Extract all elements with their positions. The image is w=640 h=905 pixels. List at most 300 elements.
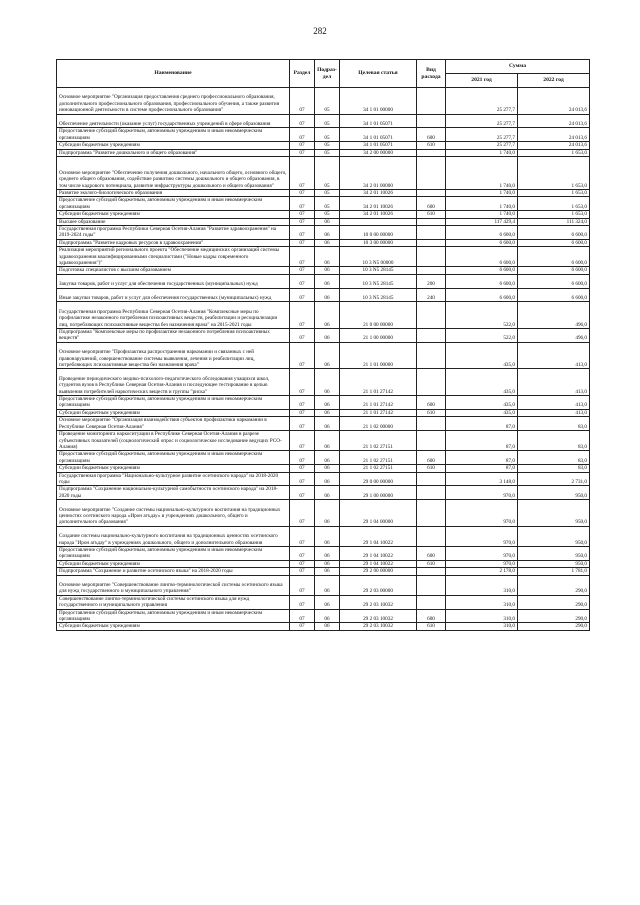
row-section-cell: 07 — [290, 190, 315, 197]
row-subsection-cell: 06 — [315, 267, 340, 274]
row-2022-cell: 83,0 — [518, 417, 590, 431]
row-2021-cell: 6 600,0 — [446, 247, 518, 267]
row-2021-cell: 87,0 — [446, 451, 518, 465]
row-expense-cell: 610 — [417, 465, 446, 472]
row-name-cell: Создание системы национально-культурного воспитания на традиционных ценностях осетинского народа "Ирон агъдау" в учреждениях дошкольного, общего и дополнительного образования — [57, 526, 290, 546]
row-section-cell: 07 — [290, 451, 315, 465]
row-subsection-cell: 05 — [315, 149, 340, 156]
row-section-cell: 07 — [290, 417, 315, 431]
row-2021-cell: 117 429,4 — [446, 218, 518, 225]
row-target-cell: 29 1 04 00000 — [340, 500, 417, 527]
row-section-cell: 07 — [290, 465, 315, 472]
row-2022-cell: 290,0 — [518, 623, 590, 630]
row-name-cell: Высшее образование — [57, 218, 290, 225]
header-sum: Сумма — [446, 60, 590, 74]
row-name-cell: Основное мероприятие "Организация взаимодействия субъектов профилактики наркомании в Республике Северная Осетия-Алания" — [57, 417, 290, 431]
row-2021-cell: 310,0 — [446, 609, 518, 623]
row-section-cell: 07 — [290, 247, 315, 267]
row-expense-cell — [417, 329, 446, 343]
row-target-cell: 29 2 03 00000 — [340, 575, 417, 595]
row-expense-cell — [417, 149, 446, 156]
row-target-cell: 21 0 00 00000 — [340, 302, 417, 329]
row-2022-cell: 1 653,0 — [518, 190, 590, 197]
row-subsection-cell: 06 — [315, 431, 340, 451]
row-target-cell: 29 2 03 10032 — [340, 609, 417, 623]
row-target-cell: 29 2 00 00000 — [340, 568, 417, 575]
table-row — [57, 190, 590, 197]
row-expense-cell — [417, 486, 446, 500]
table-row — [57, 623, 590, 630]
table-row — [57, 128, 590, 142]
row-2022-cell: 496,0 — [518, 302, 590, 329]
header-name: Наименование — [57, 60, 290, 88]
row-expense-cell — [417, 218, 446, 225]
row-section-cell: 07 — [290, 342, 315, 369]
row-subsection-cell: 06 — [315, 409, 340, 416]
row-2021-cell: 6 600,0 — [446, 274, 518, 288]
row-2021-cell: 6 600,0 — [446, 239, 518, 246]
row-2021-cell: 87,0 — [446, 417, 518, 431]
row-name-cell: Предоставление субсидий бюджетным, автономным учреждениям и иным некоммерческим организациям — [57, 197, 290, 211]
table-row — [57, 568, 590, 575]
row-subsection-cell: 06 — [315, 560, 340, 567]
row-subsection-cell: 06 — [315, 526, 340, 546]
row-section-cell: 07 — [290, 302, 315, 329]
table-row — [57, 369, 590, 396]
row-2022-cell: 1 653,0 — [518, 211, 590, 218]
row-2021-cell: 970,0 — [446, 560, 518, 567]
row-name-cell: Подпрограмма "Развитие дошкольного и общего образования" — [57, 149, 290, 156]
row-name-cell: Реализация мероприятий регионального проекта "Обеспечение медицинских организаций системы здравоохранения квалифицированными специалистами ("Новые кадры современного здравоохранения")" — [57, 247, 290, 267]
row-expense-cell: 200 — [417, 274, 446, 288]
row-expense-cell — [417, 431, 446, 451]
row-2021-cell: 1 740,0 — [446, 197, 518, 211]
table-row — [57, 88, 590, 115]
header-year-2022: 2022 год — [518, 74, 590, 88]
row-subsection-cell: 06 — [315, 609, 340, 623]
table-row — [57, 486, 590, 500]
row-2022-cell: 111 324,0 — [518, 218, 590, 225]
row-subsection-cell: 06 — [315, 417, 340, 431]
row-subsection-cell: 06 — [315, 239, 340, 246]
row-target-cell: 34 2 01 00000 — [340, 157, 417, 190]
row-target-cell: 21 1 00 00000 — [340, 329, 417, 343]
row-section-cell: 07 — [290, 329, 315, 343]
row-subsection-cell: 05 — [315, 114, 340, 128]
table-row — [57, 500, 590, 527]
row-expense-cell — [417, 575, 446, 595]
row-section-cell: 07 — [290, 595, 315, 609]
header-target: Целевая статья — [340, 60, 417, 88]
table-row — [57, 142, 590, 149]
row-name-cell: Иные закупки товаров, работ и услуг для обеспечения государственных (муниципальных) нужд — [57, 288, 290, 302]
row-target-cell: 34 1 01 00000 — [340, 88, 417, 115]
budget-table — [56, 59, 590, 631]
row-2022-cell: 413,0 — [518, 342, 590, 369]
row-2021-cell: 522,0 — [446, 302, 518, 329]
row-section-cell: 07 — [290, 472, 315, 486]
row-target-cell: 21 1 01 27142 — [340, 369, 417, 396]
row-2022-cell: 950,0 — [518, 560, 590, 567]
row-name-cell: Подпрограмма "Комплексные меры по профилактике незаконного потребления психоактивных веществ" — [57, 329, 290, 343]
row-name-cell: Подпрограмма "Сохранение национально-культурной самобытности осетинского народа" на 2018-2020 годы — [57, 486, 290, 500]
row-2021-cell: 310,0 — [446, 623, 518, 630]
row-subsection-cell: 06 — [315, 568, 340, 575]
table-row — [57, 465, 590, 472]
row-name-cell: Подпрограмма "Сохранение и развитие осетинского языка" на 2018-2020 годы — [57, 568, 290, 575]
row-name-cell: Основное мероприятие "Создание системы национально-культурного воспитания на традиционных ценностях осетинского народа «Ирон агъдау» в учреждениях дошкольного, общего и дополнительного образования" — [57, 500, 290, 527]
row-expense-cell: 610 — [417, 142, 446, 149]
row-subsection-cell: 05 — [315, 142, 340, 149]
row-section-cell: 07 — [290, 396, 315, 410]
table-row — [57, 288, 590, 302]
row-subsection-cell: 06 — [315, 329, 340, 343]
row-name-cell: Субсидии бюджетным учреждениям — [57, 409, 290, 416]
row-subsection-cell: 06 — [315, 218, 340, 225]
row-target-cell: 34 2 01 10026 — [340, 211, 417, 218]
row-expense-cell — [417, 267, 446, 274]
row-2021-cell: 310,0 — [446, 575, 518, 595]
row-target-cell: 10 3 N5 28145 — [340, 267, 417, 274]
row-2022-cell: 290,0 — [518, 575, 590, 595]
header-year-2021: 2021 год — [446, 74, 518, 88]
table-row — [57, 157, 590, 190]
row-name-cell: Предоставление субсидий бюджетным, автономным учреждениям и иным некоммерческим организациям — [57, 396, 290, 410]
row-2022-cell: 83,0 — [518, 465, 590, 472]
row-name-cell: Закупка товаров, работ и услуг для обеспечения государственных (муниципальных) нужд — [57, 274, 290, 288]
row-target-cell: 10 3 00 00000 — [340, 239, 417, 246]
table-row — [57, 329, 590, 343]
table-row — [57, 197, 590, 211]
table-row — [57, 149, 590, 156]
table-row — [57, 560, 590, 567]
table-row — [57, 575, 590, 595]
row-2021-cell: 25 277,7 — [446, 128, 518, 142]
row-2021-cell: 87,0 — [446, 431, 518, 451]
row-subsection-cell: 05 — [315, 128, 340, 142]
row-name-cell: Основное мероприятие "Совершенствование лингво-терминологической системы осетинского языка для нужд государственного и муниципального управления" — [57, 575, 290, 595]
row-expense-cell: 600 — [417, 128, 446, 142]
row-target-cell: 21 1 02 27151 — [340, 431, 417, 451]
row-name-cell: Государственная программа "Национально-культурное развитие осетинского народа" на 2018-2020 годы — [57, 472, 290, 486]
row-expense-cell — [417, 157, 446, 190]
row-2022-cell: 413,0 — [518, 396, 590, 410]
row-section-cell: 07 — [290, 609, 315, 623]
row-name-cell: Совершенствование лингво-терминологической системы осетинского языка для нужд государственного и муниципального управления — [57, 595, 290, 609]
row-subsection-cell: 06 — [315, 472, 340, 486]
row-target-cell: 10 0 00 00000 — [340, 226, 417, 240]
table-row — [57, 431, 590, 451]
table-row — [57, 302, 590, 329]
row-expense-cell: 600 — [417, 451, 446, 465]
row-subsection-cell: 05 — [315, 88, 340, 115]
row-expense-cell — [417, 526, 446, 546]
row-2022-cell: 24 013,6 — [518, 128, 590, 142]
row-expense-cell: 600 — [417, 396, 446, 410]
row-target-cell: 21 1 02 00000 — [340, 417, 417, 431]
row-expense-cell — [417, 500, 446, 527]
row-target-cell: 29 0 00 00000 — [340, 472, 417, 486]
row-2022-cell: 1 653,0 — [518, 149, 590, 156]
row-target-cell: 34 1 01 05071 — [340, 114, 417, 128]
row-subsection-cell: 06 — [315, 595, 340, 609]
row-name-cell: Основное мероприятие "Организация предоставления среднего профессионального образования, дополнительного профессионального образования, профессионального обучения, а также развития инновационной деятельности в системе профессионального образования" — [57, 88, 290, 115]
row-2021-cell: 2 178,0 — [446, 568, 518, 575]
header-subsection: Подраз- дел — [315, 60, 340, 88]
row-name-cell: Основное мероприятие "Обеспечение получения дошкольного, начального общего, основного общего, среднего общего образования, содействие развитию системы дошкольного и общего образования, в том числе кадрового потенциала, развитие инфраструктуры дошкольного и общего образования" — [57, 157, 290, 190]
row-target-cell: 29 1 04 10022 — [340, 546, 417, 560]
row-name-cell: Проведение мониторинга наркоситуации в Республике Северная Осетия-Алания в разрезе субъективных показателей (социологический опрос и социологическое исследование ведущих РСО-Алания) — [57, 431, 290, 451]
header-expense: Вид расхода — [417, 60, 446, 88]
table-row — [57, 546, 590, 560]
table-row — [57, 396, 590, 410]
row-2021-cell: 522,0 — [446, 329, 518, 343]
row-section-cell: 07 — [290, 369, 315, 396]
table-row — [57, 114, 590, 128]
row-section-cell: 07 — [290, 288, 315, 302]
row-2021-cell: 6 600,0 — [446, 267, 518, 274]
page-number: 282 — [313, 26, 327, 36]
row-2021-cell: 25 277,7 — [446, 114, 518, 128]
row-name-cell: Субсидии бюджетным учреждениям — [57, 211, 290, 218]
row-2021-cell: 310,0 — [446, 595, 518, 609]
row-section-cell: 07 — [290, 157, 315, 190]
row-expense-cell: 600 — [417, 546, 446, 560]
row-2022-cell: 950,0 — [518, 546, 590, 560]
row-section-cell: 07 — [290, 560, 315, 567]
row-name-cell: Субсидии бюджетным учреждениям — [57, 142, 290, 149]
row-expense-cell: 240 — [417, 288, 446, 302]
row-subsection-cell: 05 — [315, 157, 340, 190]
row-name-cell: Предоставление субсидий бюджетным, автономным учреждениям и иным некоммерческим организациям — [57, 451, 290, 465]
row-2021-cell: 970,0 — [446, 500, 518, 527]
row-section-cell: 07 — [290, 88, 315, 115]
row-2022-cell: 413,0 — [518, 409, 590, 416]
row-2022-cell: 6 600,0 — [518, 239, 590, 246]
row-name-cell: Предоставление субсидий бюджетным, автономным учреждениям и иным некоммерческим организациям — [57, 546, 290, 560]
row-2021-cell: 87,0 — [446, 465, 518, 472]
row-2022-cell: 413,0 — [518, 369, 590, 396]
row-name-cell: Предоставление субсидий бюджетным, автономным учреждениям и иным некоммерческим организациям — [57, 128, 290, 142]
row-2021-cell: 970,0 — [446, 526, 518, 546]
row-2022-cell: 6 600,0 — [518, 267, 590, 274]
row-subsection-cell: 06 — [315, 623, 340, 630]
table-row — [57, 218, 590, 225]
row-subsection-cell: 06 — [315, 274, 340, 288]
row-2022-cell: 950,0 — [518, 486, 590, 500]
row-section-cell: 07 — [290, 575, 315, 595]
row-section-cell: 07 — [290, 142, 315, 149]
row-expense-cell — [417, 369, 446, 396]
row-subsection-cell: 06 — [315, 226, 340, 240]
header-section: Раздел — [290, 60, 315, 88]
row-section-cell: 07 — [290, 197, 315, 211]
row-section-cell: 07 — [290, 546, 315, 560]
row-section-cell: 07 — [290, 226, 315, 240]
row-section-cell: 07 — [290, 409, 315, 416]
row-expense-cell — [417, 114, 446, 128]
row-section-cell: 07 — [290, 623, 315, 630]
table-row — [57, 595, 590, 609]
row-expense-cell — [417, 190, 446, 197]
row-2022-cell: 950,0 — [518, 526, 590, 546]
row-target-cell: 21 1 01 27142 — [340, 396, 417, 410]
row-subsection-cell: 06 — [315, 465, 340, 472]
row-subsection-cell: 05 — [315, 197, 340, 211]
row-subsection-cell: 06 — [315, 575, 340, 595]
row-2021-cell: 1 740,0 — [446, 157, 518, 190]
table-row — [57, 274, 590, 288]
table-row — [57, 526, 590, 546]
row-subsection-cell: 05 — [315, 190, 340, 197]
row-2021-cell: 1 740,0 — [446, 149, 518, 156]
row-target-cell: 29 2 03 10032 — [340, 623, 417, 630]
row-2021-cell: 1 740,0 — [446, 211, 518, 218]
row-name-cell: Предоставление субсидий бюджетным, автономным учреждениям и иным некоммерческим организациям — [57, 609, 290, 623]
row-target-cell: 29 1 04 10022 — [340, 560, 417, 567]
row-2022-cell: 24 013,6 — [518, 142, 590, 149]
row-2021-cell: 6 600,0 — [446, 288, 518, 302]
row-name-cell: Государственная программа Республики Северная Осетия-Алания "Комплексные меры по профилактике незаконного потребления психоактивных веществ, реабилитации и ресоциализации лиц, потребляющих психоактивные вещества без назначения врача" на 2015-2021 годы — [57, 302, 290, 329]
row-expense-cell: 610 — [417, 409, 446, 416]
row-target-cell: 21 1 02 27151 — [340, 451, 417, 465]
table-row — [57, 451, 590, 465]
row-2021-cell: 25 277,7 — [446, 142, 518, 149]
table-row — [57, 267, 590, 274]
row-section-cell: 07 — [290, 431, 315, 451]
row-section-cell: 07 — [290, 114, 315, 128]
row-2022-cell: 2 731,0 — [518, 472, 590, 486]
row-expense-cell — [417, 226, 446, 240]
row-subsection-cell: 06 — [315, 546, 340, 560]
row-2022-cell: 6 600,0 — [518, 288, 590, 302]
row-2022-cell: 24 013,6 — [518, 114, 590, 128]
row-expense-cell — [417, 417, 446, 431]
row-target-cell: 10 3 N5 28145 — [340, 274, 417, 288]
row-section-cell: 07 — [290, 568, 315, 575]
row-target-cell: 29 1 00 00000 — [340, 486, 417, 500]
row-section-cell: 07 — [290, 486, 315, 500]
row-expense-cell — [417, 88, 446, 115]
row-2022-cell: 83,0 — [518, 431, 590, 451]
row-2022-cell: 1 653,0 — [518, 197, 590, 211]
row-name-cell: Подпрограмма "Развитие кадровых ресурсов в здравоохранении" — [57, 239, 290, 246]
row-expense-cell: 610 — [417, 623, 446, 630]
row-section-cell: 07 — [290, 239, 315, 246]
table-row — [57, 409, 590, 416]
row-target-cell: 34 2 01 10026 — [340, 190, 417, 197]
row-target-cell: 21 1 01 27142 — [340, 409, 417, 416]
table-row — [57, 239, 590, 246]
row-target-cell: 21 1 01 00000 — [340, 342, 417, 369]
row-expense-cell: 610 — [417, 560, 446, 567]
row-name-cell: Обеспечение деятельности (оказание услуг) государственных учреждений в сфере образования — [57, 114, 290, 128]
row-name-cell: Государственная программа Республики Северная Осетия-Алания "Развитие здравоохранения" на 2019-2024 годы" — [57, 226, 290, 240]
row-2021-cell: 435,0 — [446, 342, 518, 369]
row-2021-cell: 435,0 — [446, 369, 518, 396]
row-target-cell: 34 1 01 05071 — [340, 142, 417, 149]
row-target-cell: 21 1 02 27151 — [340, 465, 417, 472]
row-section-cell: 07 — [290, 149, 315, 156]
table-row — [57, 247, 590, 267]
row-2022-cell: 83,0 — [518, 451, 590, 465]
row-subsection-cell: 06 — [315, 247, 340, 267]
row-name-cell: Субсидии бюджетным учреждениям — [57, 465, 290, 472]
row-target-cell: 34 2 01 10026 — [340, 197, 417, 211]
row-name-cell: Проведение периодического медико-психолого-педагогического обследования учащихся школ, студентов вузов в Республике Северная Осетия-Алания и последующее тестирование в целью выявления потребителей наркотических веществ и группы "риска" — [57, 369, 290, 396]
row-target-cell: 29 1 04 10022 — [340, 526, 417, 546]
row-expense-cell — [417, 472, 446, 486]
row-subsection-cell: 06 — [315, 302, 340, 329]
row-subsection-cell: 06 — [315, 500, 340, 527]
row-target-cell — [340, 218, 417, 225]
row-name-cell: Развитие эколого-биологического образования — [57, 190, 290, 197]
table-row — [57, 226, 590, 240]
row-2022-cell: 6 600,0 — [518, 226, 590, 240]
row-target-cell: 10 3 N5 28145 — [340, 288, 417, 302]
row-expense-cell: 600 — [417, 609, 446, 623]
row-2022-cell: 6 600,0 — [518, 247, 590, 267]
row-expense-cell: 610 — [417, 211, 446, 218]
table-row — [57, 609, 590, 623]
row-section-cell: 07 — [290, 274, 315, 288]
row-2021-cell: 1 740,0 — [446, 190, 518, 197]
row-section-cell: 07 — [290, 500, 315, 527]
row-section-cell: 07 — [290, 211, 315, 218]
row-section-cell: 07 — [290, 128, 315, 142]
row-2022-cell: 290,0 — [518, 595, 590, 609]
row-section-cell: 07 — [290, 526, 315, 546]
row-target-cell: 34 2 00 00000 — [340, 149, 417, 156]
row-subsection-cell: 06 — [315, 288, 340, 302]
row-target-cell: 29 2 03 10032 — [340, 595, 417, 609]
row-2021-cell: 970,0 — [446, 546, 518, 560]
row-name-cell: Субсидии бюджетным учреждениям — [57, 623, 290, 630]
row-expense-cell — [417, 568, 446, 575]
row-2022-cell: 496,0 — [518, 329, 590, 343]
row-expense-cell: 600 — [417, 197, 446, 211]
row-expense-cell — [417, 239, 446, 246]
row-2022-cell: 950,0 — [518, 500, 590, 527]
row-subsection-cell: 05 — [315, 211, 340, 218]
row-2022-cell: 1 653,0 — [518, 157, 590, 190]
row-expense-cell — [417, 302, 446, 329]
row-2021-cell: 435,0 — [446, 396, 518, 410]
table-row — [57, 472, 590, 486]
row-expense-cell — [417, 247, 446, 267]
row-target-cell: 34 1 01 05071 — [340, 128, 417, 142]
row-2021-cell: 970,0 — [446, 486, 518, 500]
row-2022-cell: 290,0 — [518, 609, 590, 623]
row-expense-cell — [417, 595, 446, 609]
row-name-cell: Субсидии бюджетным учреждениям — [57, 560, 290, 567]
row-name-cell: Подготовка специалистов с высшим образованием — [57, 267, 290, 274]
row-subsection-cell: 06 — [315, 451, 340, 465]
table-row — [57, 342, 590, 369]
row-2021-cell: 25 277,7 — [446, 88, 518, 115]
row-2021-cell: 3 148,0 — [446, 472, 518, 486]
row-name-cell: Основное мероприятие "Профилактика распространения наркомании и связанных с ней правонарушений, совершенствование системы выявления, лечения и реабилитации лиц, потребляющих психоактивные вещества без назначения врача" — [57, 342, 290, 369]
row-2022-cell: 1 781,0 — [518, 568, 590, 575]
table-row — [57, 211, 590, 218]
row-expense-cell — [417, 342, 446, 369]
row-2022-cell: 24 013,6 — [518, 88, 590, 115]
row-2021-cell: 6 600,0 — [446, 226, 518, 240]
row-section-cell: 07 — [290, 267, 315, 274]
row-2021-cell: 435,0 — [446, 409, 518, 416]
table-row — [57, 417, 590, 431]
row-2022-cell: 6 600,0 — [518, 274, 590, 288]
